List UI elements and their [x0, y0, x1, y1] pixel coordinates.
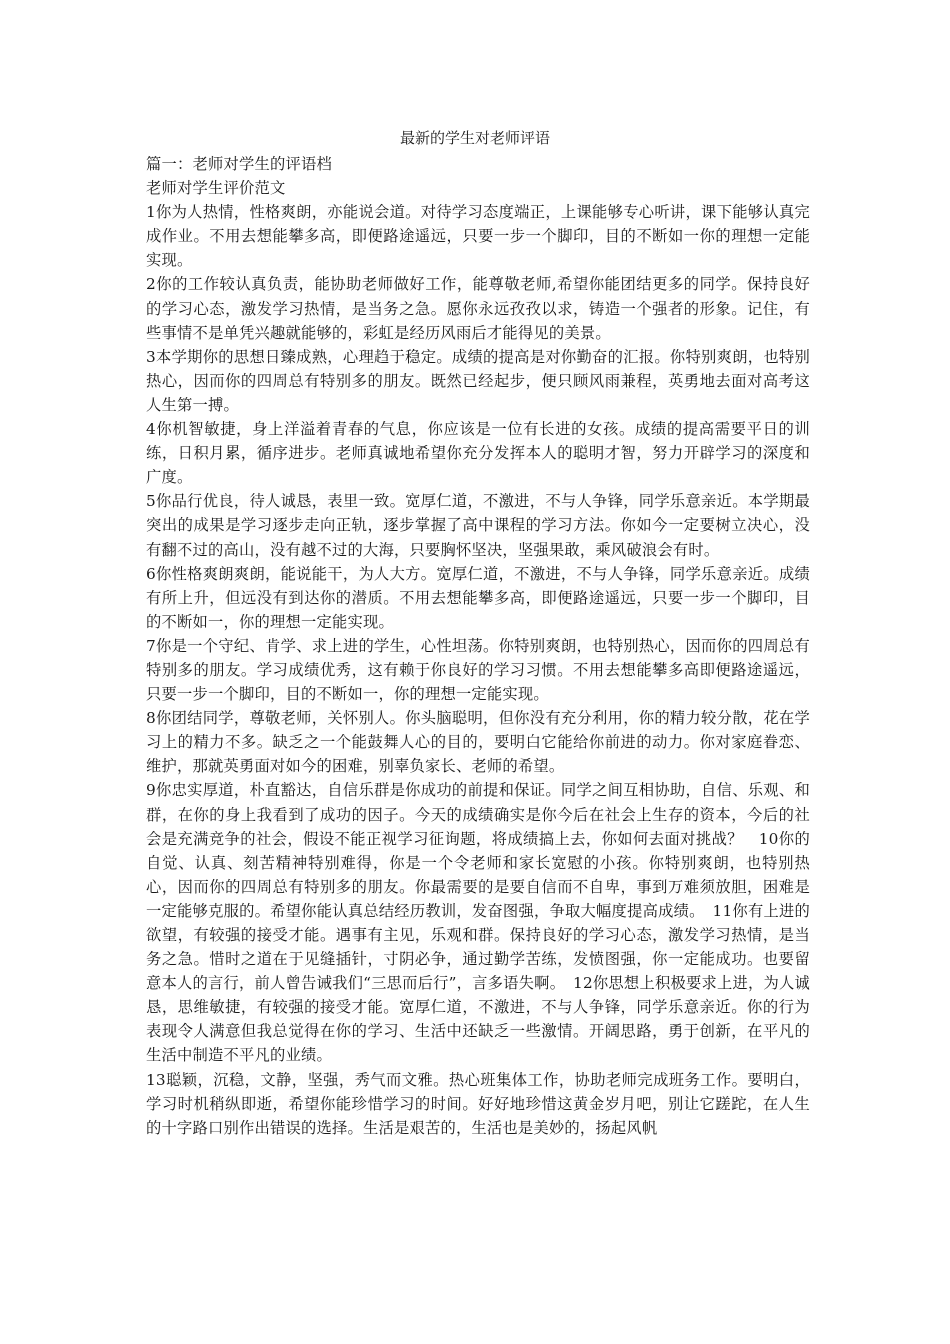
paragraph-4: 4你机智敏捷，身上洋溢着青春的气息，你应该是一位有长进的女孩。成绩的提高需要平日的训练，日积月累，循序进步。老师真诚地希望你充分发挥本人的聪明才智，努力开辟学习的深度和广度。 — [146, 420, 810, 487]
paragraph-7: 7你是一个守纪、肯学、求上进的学生，心性坦荡。你特别爽朗，也特别热心，因而你的四周总有特别多的朋友。学习成绩优秀，这有赖于你良好的学习习惯。不用去想能攀多高即便路途遥远，只要一步一个脚印，目的不断如一，你的理想一定能实现。 — [146, 636, 810, 704]
paragraph-1: 1你为人热情，性格爽朗，亦能说会道。对待学习态度端正，上课能够专心听讲，课下能够认真完成作业。不用去想能攀多高，即便路途遥远，只要一步一个脚印，目的不断如一你的理想一定能实现。 — [146, 203, 810, 270]
paragraph-5: 5你品行优良，待人诚恳，表里一致。宽厚仁道，不激进，不与人争锋，同学乐意亲近。本学期最突出的成果是学习逐步走向正轨，逐步掌握了高中课程的学习方法。你如今一定要树立决心，没有翻不过的高山，没有越不过的大海，只要胸怀坚决，坚强果敢，乘风破浪会有时。 — [146, 492, 810, 559]
paragraph-9-12: 9你忠实厚道，朴直豁达，自信乐群是你成功的前提和保证。同学之间互相协助，自信、乐观、和群，在你的身上我看到了成功的因子。今天的成绩确实是你今后在社会上生存的资本，今后的社会是充满竞争的社会，假设不能正视学习征询题，将成绩搞上去，你如何去面对挑战？ 10你的自觉、认真、刻苦精神特别难得，你是一个令老师和家长宽慰的小孩。你特别爽朗，也特别热心，因而你的四周总有特别多的朋友。你最需要的是要自信而不自卑，事到万难须放胆，困难是一定能够克服的。希望你能认真总结经历教训，发奋图强，争取大幅度提高成绩。 11你有上进的欲望，有较强的接受才能。遇事有主见，乐观和群。保持良好的学习心态，激发学习热情，是当务之急。惜时之道在于见缝插针，寸阴必争，通过勤学苦练，发愤图强，你一定能成功。也要留意本人的言行，前人曾告诫我们“三思而后行”，言多语失啊。 12你思想上积极要求上进，为人诚恳，思维敏捷，有较强的接受才能。宽厚仁道，不激进，不与人争锋，同学乐意亲近。你的行为表现令人满意但我总觉得在你的学习、生活中还缺乏一些激情。开阔思路，勇于创新，在平凡的生活中制造不平凡的业绩。 — [146, 781, 810, 1065]
paragraph-8: 8你团结同学，尊敬老师，关怀别人。你头脑聪明，但你没有充分利用，你的精力较分散，花在学习上的精力不多。缺乏之一个能鼓舞人心的目的，要明白它能给你前进的动力。你对家庭眷恋、维护，那就英勇面对如今的困难，别辜负家长、老师的希望。 — [146, 709, 810, 776]
paragraph-2: 2你的工作较认真负责，能协助老师做好工作，能尊敬老师,希望你能团结更多的同学。保持良好的学习心态，激发学习热情，是当务之急。愿你永远孜孜以求，铸造一个强者的形象。记住，有些事情不是单凭兴趣就能够的，彩虹是经历风雨后才能得见的美景。 — [146, 275, 810, 342]
paragraph-13: 13聪颖，沉稳，文静，坚强，秀气而文雅。热心班集体工作，协助老师完成班务工作。要明白，学习时机稍纵即逝，希望你能珍惜学习的时间。好好地珍惜这黄金岁月吧，别让它蹉跎，在人生的十字路口别作出错误的选择。生活是艰苦的，生活也是美妙的，扬起风帆 — [146, 1070, 810, 1137]
section-heading: 篇一：老师对学生的评语档 — [146, 155, 332, 173]
paragraph-3: 3本学期你的思想日臻成熟，心理趋于稳定。成绩的提高是对你勤奋的汇报。你特别爽朗，也特别热心，因而你的四周总有特别多的朋友。既然已经起步，便只顾风雨兼程，英勇地去面对高考这人生第一搏。 — [146, 347, 810, 414]
document-title: 最新的学生对老师评语 — [399, 129, 550, 147]
paragraph-6: 6你性格爽朗爽朗，能说能干，为人大方。宽厚仁道，不激进，不与人争锋，同学乐意亲近。成绩有所上升，但远没有到达你的潜质。不用去想能攀多高，即便路途遥远，只要一步一个脚印，目的不断如一，你的理想一定能实现。 — [146, 564, 810, 631]
subheading: 老师对学生评价范文 — [146, 179, 286, 198]
document-body — [146, 152, 810, 1140]
